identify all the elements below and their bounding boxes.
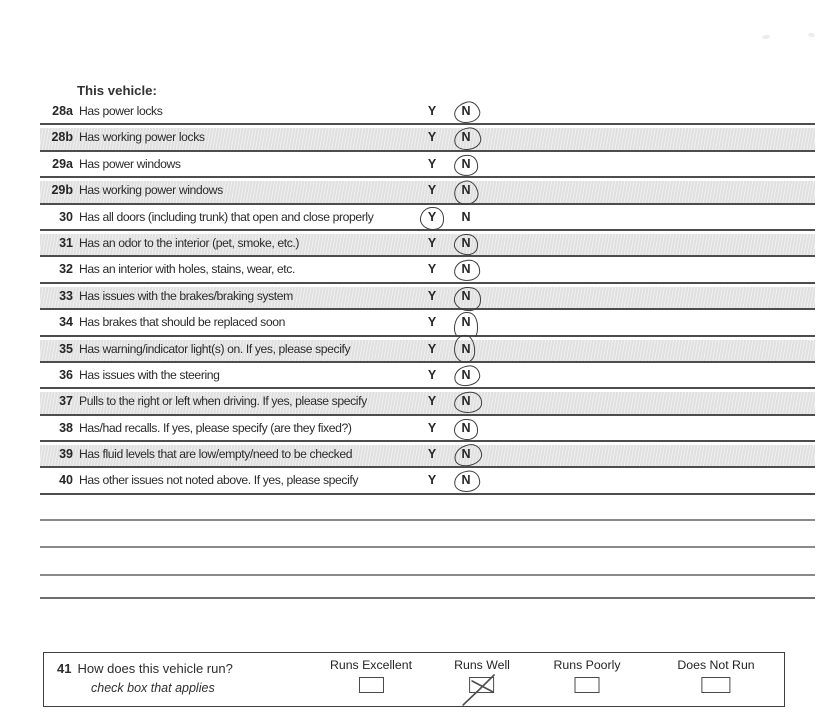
answer-no[interactable]: N [458,421,474,435]
answer-no[interactable]: N [458,262,474,276]
answer-no[interactable]: N [458,130,474,144]
question-row-39 [40,442,815,468]
question-text: Has fluid levels that are low/empty/need to be checked [79,447,353,462]
answer-no[interactable]: N [458,473,474,487]
question-row-35 [40,337,815,363]
question-number: 31 [59,235,73,250]
question-row-37 [40,389,815,415]
write-in-line [40,546,815,548]
answer-yes[interactable]: Y [427,473,437,488]
scan-artifact [808,32,816,37]
question-41-box [43,652,785,707]
question-number: 35 [59,341,73,356]
question-list [40,99,815,495]
question-number: 39 [59,447,73,462]
question-row-32 [40,257,815,283]
question-row-31 [40,231,815,257]
question-row-40 [40,468,815,494]
answer-yes[interactable]: Y [427,447,437,462]
answer-no[interactable]: N [458,342,474,356]
run-option-label: Runs Excellent [329,658,413,672]
question-number: 29a [52,156,73,171]
question-number: 33 [59,288,73,303]
run-option-label: Runs Poorly [553,658,621,672]
run-option-excellent [330,658,412,698]
question-text: Pulls to the right or left when driving. If yes, please specify [79,394,367,409]
question-number: 40 [59,473,73,488]
run-option-does-not-run [677,658,754,698]
answer-yes[interactable]: Y [427,104,437,118]
does-not-run-checkbox[interactable] [701,677,730,693]
question-number: 38 [59,420,73,435]
question-text: Has an odor to the interior (pet, smoke, etc.) [79,235,300,250]
question-text: Has power locks [79,104,163,118]
question-number: 34 [59,315,73,330]
question-row-29b [40,178,815,204]
scan-artifact [762,34,770,39]
answer-yes[interactable]: Y [427,341,437,356]
write-in-line [40,519,815,521]
question-41-note: check box that applies [91,681,215,695]
question-text: How does this vehicle run? [77,661,233,676]
question-text: Has other issues not noted above. If yes, please specify [79,473,359,488]
question-text: Has all doors (including trunk) that open and close properly [79,209,374,224]
question-row-28a [40,99,815,125]
question-number: 29b [51,183,73,198]
answer-no[interactable]: N [458,447,474,461]
question-row-30 [40,205,815,231]
question-text: Has working power windows [79,183,223,198]
runs-excellent-checkbox[interactable] [359,677,384,693]
question-text: Has issues with the steering [79,367,220,382]
question-text: Has an interior with holes, stains, wear, etc. [79,262,295,277]
question-41-text [57,661,233,676]
answer-yes[interactable]: Y [427,156,437,171]
answer-yes[interactable]: Y [427,288,437,303]
question-number: 36 [59,367,73,382]
question-number: 41 [57,661,72,676]
question-text: Has/had recalls. If yes, please specify (are they fixed?) [79,420,352,435]
answer-yes[interactable]: Y [427,262,437,277]
answer-no[interactable]: N [458,183,474,197]
section-header: This vehicle: [77,83,157,98]
answer-yes[interactable]: Y [427,315,437,330]
x-mark-icon [461,668,507,710]
runs-poorly-checkbox[interactable] [574,677,599,693]
answer-no[interactable]: N [458,104,474,118]
answer-no[interactable]: N [458,236,474,250]
answer-no[interactable]: N [458,368,474,382]
question-number: 37 [59,394,73,409]
answer-yes[interactable]: Y [427,183,437,198]
answer-no[interactable]: N [458,315,474,329]
write-in-line [40,574,815,576]
answer-yes[interactable]: Y [427,367,437,382]
question-number: 32 [59,262,73,277]
question-text: Has issues with the brakes/braking system [79,288,293,303]
question-number: 28a [52,104,73,118]
question-text: Has working power locks [79,130,205,145]
question-row-38 [40,416,815,442]
question-row-29a [40,152,815,178]
question-row-28b [40,125,815,151]
write-in-line [40,597,815,599]
answer-no[interactable]: N [461,209,471,224]
question-row-34 [40,310,815,336]
answer-yes[interactable]: Y [427,235,437,250]
question-number: 28b [51,130,73,145]
run-option-label: Runs Well [454,658,510,672]
question-row-36 [40,363,815,389]
question-row-33 [40,284,815,310]
answer-yes[interactable]: Y [427,130,437,145]
question-number: 30 [59,209,73,224]
runs-well-checkbox[interactable] [470,677,495,693]
question-text: Has brakes that should be replaced soon [79,315,285,330]
answer-yes[interactable]: Y [427,394,437,409]
run-option-well [454,658,510,698]
answer-no[interactable]: N [458,394,474,408]
run-option-label: Does Not Run [677,658,755,672]
question-text: Has warning/indicator light(s) on. If yes, please specify [79,341,351,356]
answer-no[interactable]: N [458,157,474,171]
run-option-poorly [554,658,621,698]
answer-yes[interactable]: Y [424,210,440,224]
question-text: Has power windows [79,156,181,171]
answer-yes[interactable]: Y [427,420,437,435]
answer-no[interactable]: N [458,289,474,303]
